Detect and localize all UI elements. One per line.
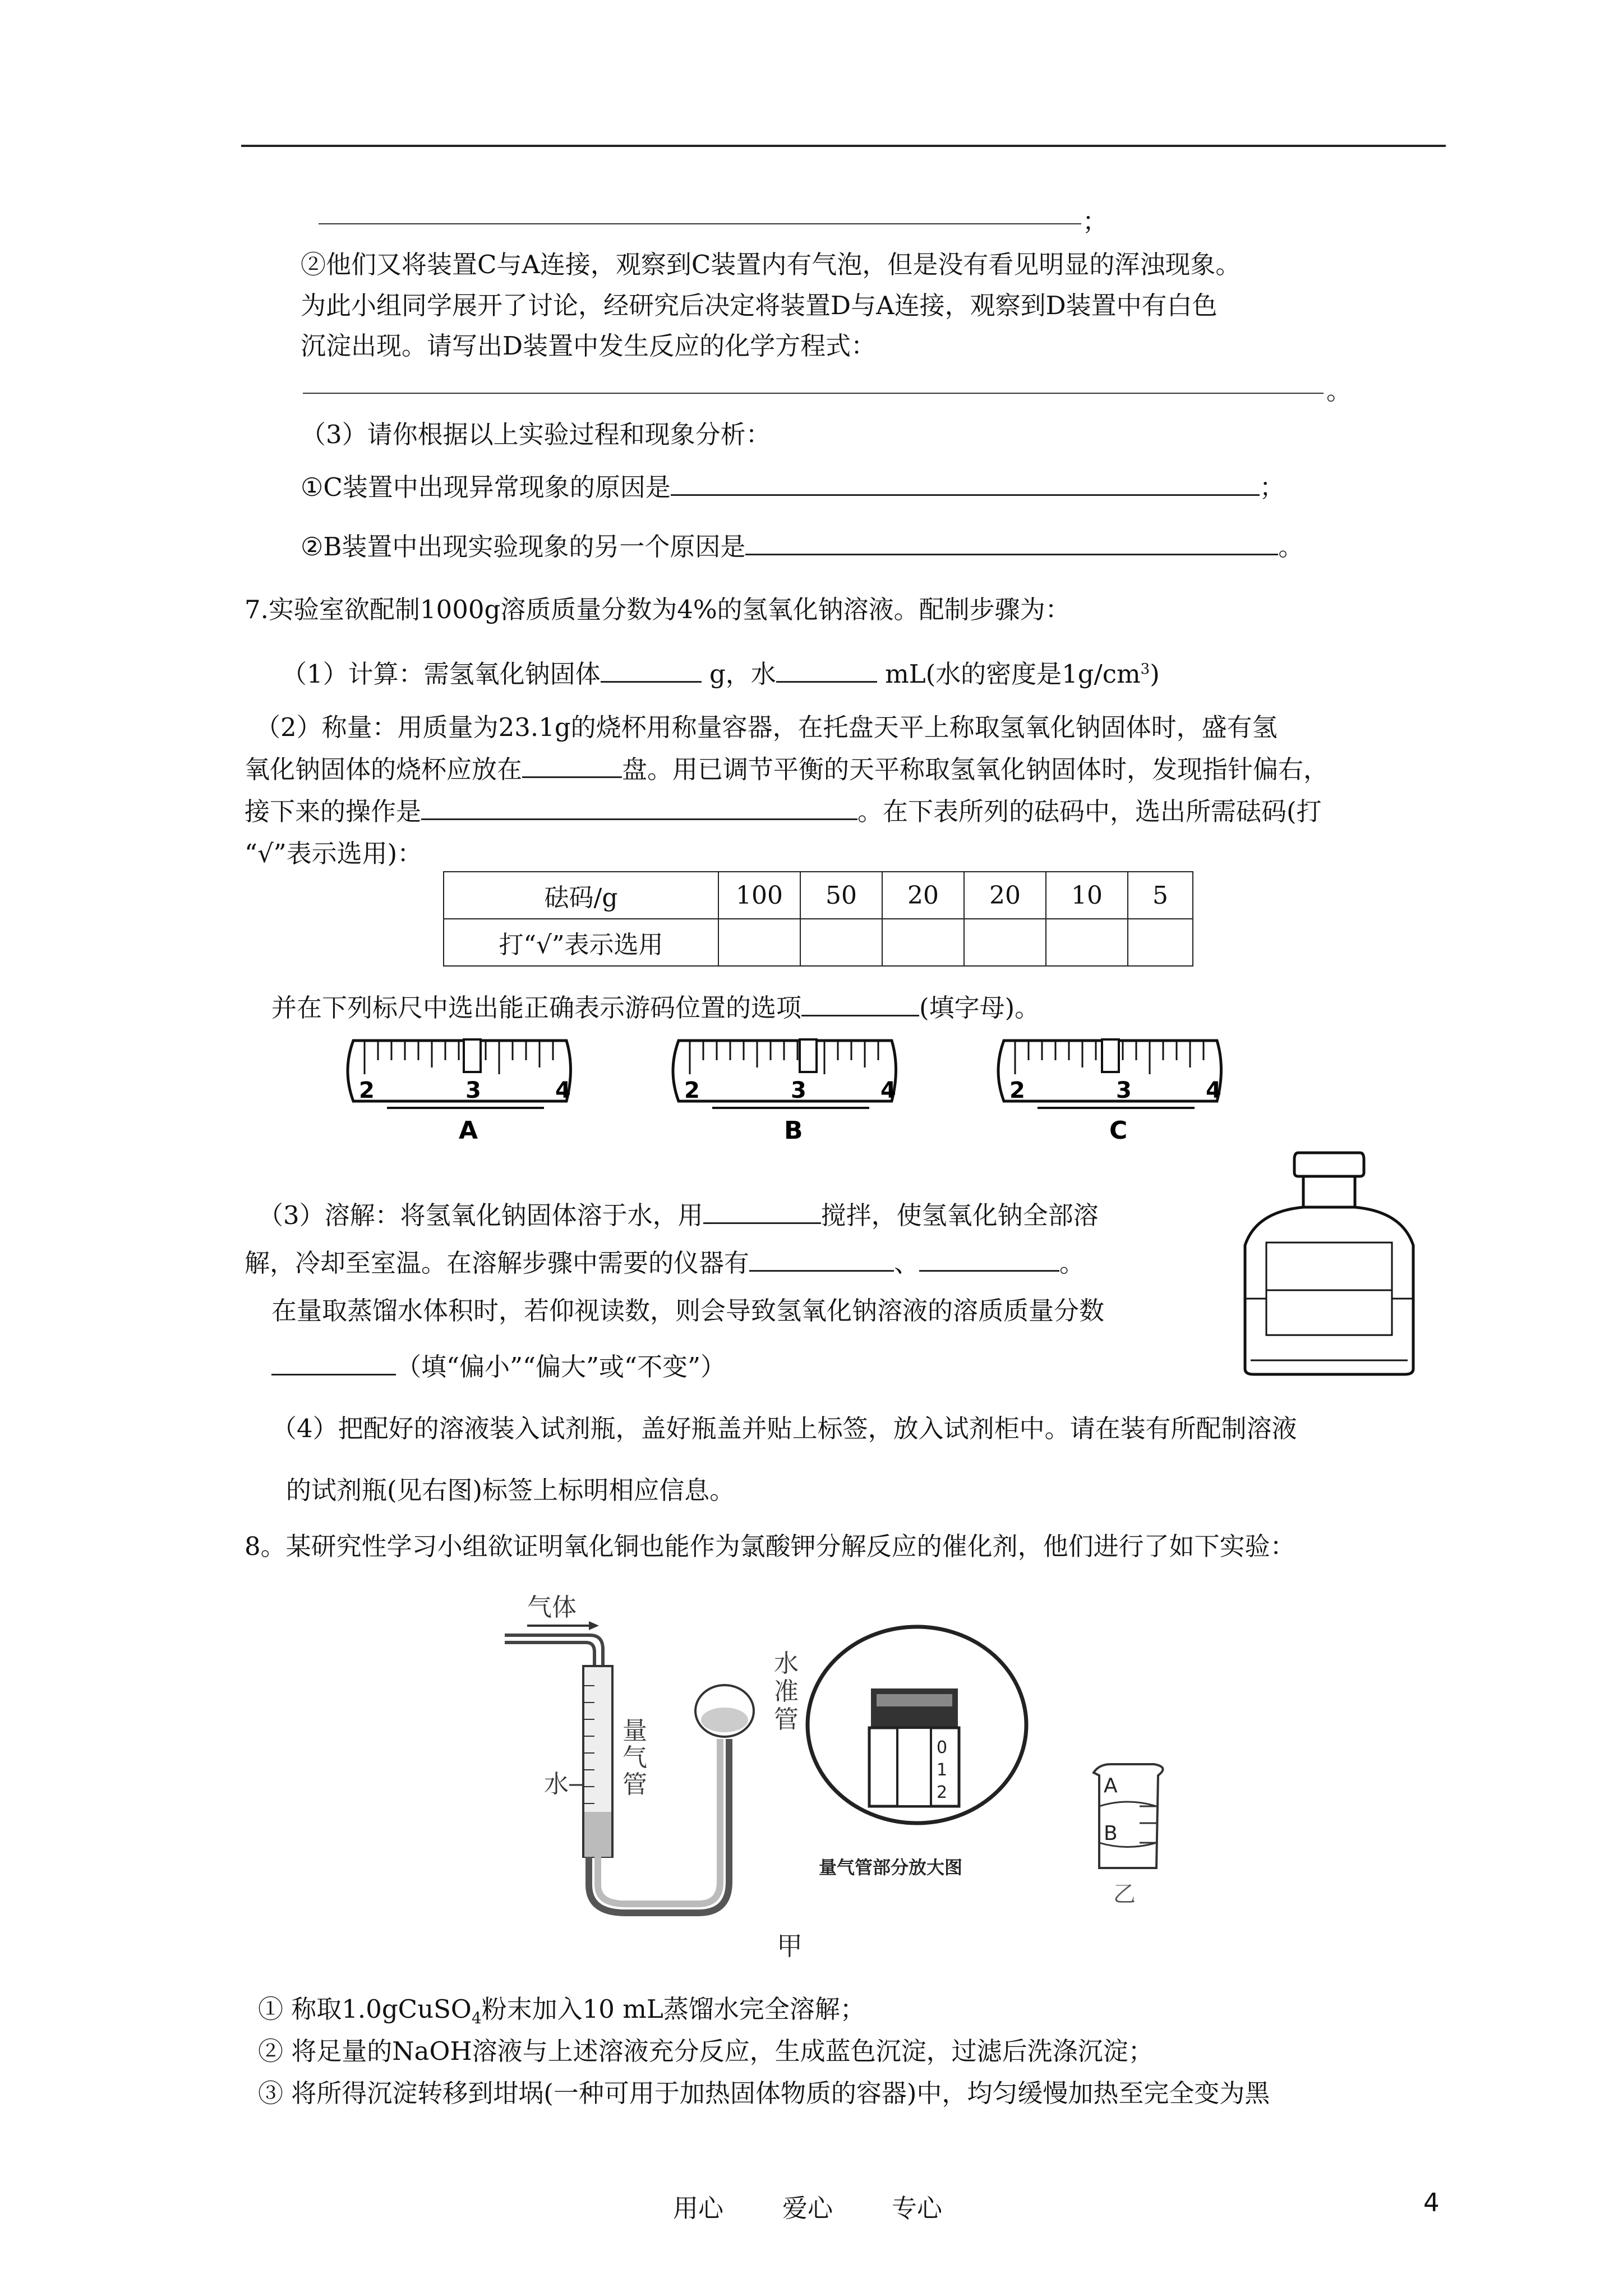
- text-line: 并在下列标尺中选出能正确表示游码位置的选项 (填字母)。: [271, 993, 1040, 1023]
- step-2: ② 将足量的NaOH溶液与上述溶液充分反应，生成蓝色沉淀，过滤后洗涤沉淀；: [258, 2036, 1154, 2066]
- table-row-label: 打“√”表示选用: [444, 919, 718, 966]
- tube-label: 气: [623, 1743, 647, 1772]
- text-line: 沉淀出现。请写出D装置中发生反应的化学方程式：: [301, 331, 877, 361]
- question-8: 8。某研究性学习小组欲证明氧化铜也能作为氯酸钾分解反应的催化剂，他们进行了如下实验：: [245, 1531, 1295, 1561]
- footer-motto: 用心: [673, 2193, 724, 2223]
- text-line: 接下来的操作是 。在下表所列的砝码中，选出所需砝码(打: [245, 797, 1322, 826]
- ruler-letter: B: [784, 1116, 803, 1145]
- answer-blank: [601, 659, 702, 683]
- text-line: ①C装置中出现异常现象的原因是 ；: [301, 472, 1285, 502]
- zoom-tick: 0: [937, 1738, 948, 1757]
- text-line: 氧化钠固体的烧杯应放在 盘。用已调节平衡的天平称取氢氧化钠固体时，发现指针偏右，: [245, 754, 1329, 784]
- apparatus-figure: [505, 1582, 1458, 1963]
- page-number: 4: [1423, 2188, 1440, 2217]
- tick-label: 3: [791, 1078, 806, 1103]
- table-header: 砝码/g: [444, 872, 718, 919]
- answer-blank: [776, 659, 877, 683]
- answer-blank: [703, 1200, 821, 1224]
- weight-cell: 5: [1128, 872, 1193, 919]
- ruler-b: [673, 1039, 896, 1145]
- step-3: ③ 将所得沉淀转移到坩埚(一种可用于加热固体物质的容器)中，均匀缓慢加热至完全变为黑: [258, 2078, 1270, 2108]
- answer-blank: [749, 1248, 894, 1272]
- line-end: 。: [1326, 376, 1352, 406]
- header-rule: [241, 145, 1446, 147]
- gas-label: 气体: [527, 1593, 577, 1622]
- tick-label: 3: [1116, 1078, 1132, 1103]
- check-cell: [800, 919, 882, 966]
- level-label: 管: [774, 1705, 799, 1734]
- text-line: （1）计算：需氢氧化钠固体 g，水 mL(水的密度是$1g/cm^3$): [282, 659, 1160, 689]
- answer-blank: [671, 472, 1260, 496]
- answer-blank: [801, 992, 919, 1016]
- zoom-tick: 2: [937, 1783, 948, 1802]
- text-line: 在量取蒸馏水体积时，若仰视读数，则会导致氢氧化钠溶液的溶质质量分数: [271, 1296, 1105, 1326]
- check-cell: [1128, 919, 1193, 966]
- check-cell: [718, 919, 800, 966]
- answer-blank: [745, 531, 1278, 555]
- check-cell: [882, 919, 964, 966]
- answer-blank: [421, 796, 857, 820]
- water-label: 水: [544, 1770, 569, 1798]
- footer-motto: 专心: [892, 2193, 943, 2223]
- tick-label: 2: [359, 1078, 375, 1103]
- weights-table: [443, 871, 1193, 967]
- tick-label: 2: [684, 1078, 700, 1103]
- text-line: 解，冷却至室温。在溶解步骤中需要的仪器有 、 。: [245, 1248, 1085, 1278]
- ruler-letter: A: [459, 1116, 478, 1145]
- answer-blank: [319, 223, 1081, 224]
- answer-blank: [919, 1248, 1059, 1272]
- weight-cell: 100: [718, 872, 800, 919]
- level-label: 水: [774, 1649, 799, 1678]
- rulers-figure: [336, 1035, 1245, 1150]
- text-line: （填“偏小”“偏大”或“不变”）: [271, 1346, 726, 1383]
- zoom-caption: 量气管部分放大图: [819, 1857, 963, 1878]
- answer-blank: [522, 754, 622, 778]
- fig-label: 甲: [777, 1931, 803, 1961]
- footer-motto: 爱心: [782, 2193, 833, 2223]
- tick-label: 4: [1206, 1078, 1221, 1103]
- text-line: （2）称量：用质量为23.1g的烧杯用称量容器，在托盘天平上称取氢氧化钠固体时，盛有氢: [255, 712, 1278, 742]
- answer-blank: [271, 1351, 396, 1375]
- tick-label: 4: [880, 1078, 896, 1103]
- step-1: ① 称取1.0gCuSO$_4$粉末加入10 mL蒸馏水完全溶解；: [258, 1994, 865, 2027]
- tick-label: 4: [555, 1078, 571, 1103]
- line-end: ；: [1082, 206, 1108, 236]
- ruler-letter: C: [1109, 1116, 1128, 1145]
- text-line: ②他们又将装置C与A连接，观察到C装置内有气泡，但是没有看见明显的浑浊现象。: [301, 250, 1241, 279]
- tick-label: 3: [465, 1078, 481, 1103]
- fig-label: 乙: [1113, 1881, 1136, 1907]
- tube-label: 量: [623, 1717, 647, 1745]
- answer-blank: [303, 393, 1324, 394]
- text-line: （3）请你根据以上实验过程和现象分析：: [301, 420, 771, 449]
- text-line: “√”表示选用)：: [245, 839, 423, 868]
- level-label: 准: [774, 1677, 799, 1706]
- text-line: （3）溶解：将氢氧化钠固体溶于水，用 搅拌，使氢氧化钠全部溶: [258, 1200, 1099, 1230]
- check-cell: [964, 919, 1046, 966]
- tube-label: 管: [623, 1770, 647, 1799]
- question-7: 7.实验室欲配制1000g溶质质量分数为4%的氢氧化钠溶液。配制步骤为：: [245, 595, 1071, 624]
- weight-cell: 50: [800, 872, 882, 919]
- ruler-a: [348, 1039, 571, 1145]
- text-line: 的试剂瓶(见右图)标签上标明相应信息。: [286, 1475, 735, 1505]
- ruler-c: [998, 1039, 1221, 1145]
- text-line: （4）把配好的溶液装入试剂瓶，盖好瓶盖并贴上标签，放入试剂柜中。请在装有所配制溶液: [271, 1414, 1297, 1443]
- cyl-label: B: [1104, 1822, 1118, 1845]
- weight-cell: 20: [964, 872, 1046, 919]
- weight-cell: 20: [882, 872, 964, 919]
- check-cell: [1046, 919, 1128, 966]
- reagent-bottle-figure: [1234, 1147, 1424, 1383]
- text-line: 为此小组同学展开了讨论，经研究后决定将装置D与A连接，观察到D装置中有白色: [301, 291, 1218, 320]
- text-line: ②B装置中出现实验现象的另一个原因是 。: [301, 532, 1304, 562]
- zoom-tick: 1: [937, 1760, 948, 1780]
- blank-label: [1266, 1243, 1392, 1335]
- cyl-label: A: [1104, 1774, 1118, 1797]
- tick-label: 2: [1009, 1078, 1025, 1103]
- weight-cell: 10: [1046, 872, 1128, 919]
